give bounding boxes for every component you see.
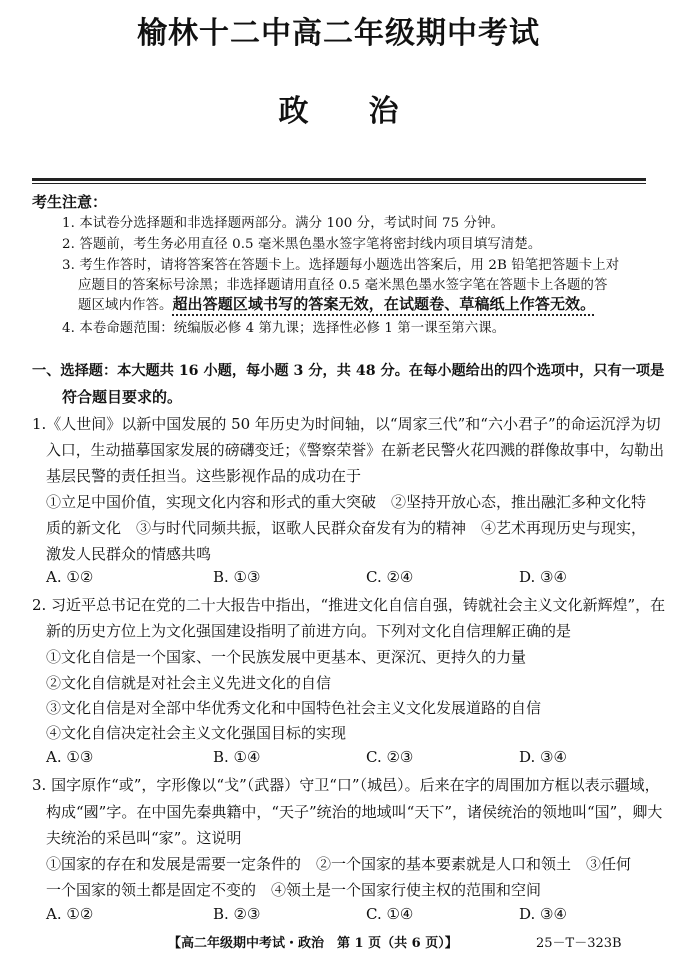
- question-2-option-d: D. ③④: [519, 748, 567, 766]
- notice-heading: 考生注意：: [32, 193, 108, 211]
- question-2-line-6: ④文化自信决定社会主义文化强国目标的实现: [46, 724, 347, 742]
- notice-line-3-cont: 应题目的答案标号涂黑；非选择题请用直径 0.5 毫米黑色墨水签字笔在答题卡上各题的答: [78, 278, 608, 293]
- question-2-option-c: C. ②③: [366, 748, 414, 766]
- question-3-option-d: D. ③④: [519, 905, 567, 923]
- question-1-option-c: C. ②④: [366, 568, 414, 586]
- notice-line-3-prefix: 题区域内作答。: [78, 298, 173, 313]
- question-3-option-a: A. ①②: [46, 905, 94, 923]
- notice-line-4: 4. 本卷命题范围：统编版必修 4 第九课；选择性必修 1 第一课至第六课。: [62, 321, 506, 336]
- question-1-option-a: A. ①②: [46, 568, 94, 586]
- question-2-line-2: 新的历史方位上为文化强国建设指明了前进方向。下列对文化自信理解正确的是: [46, 622, 572, 640]
- page-footer: 【高二年级期中考试・政治 第 1 页（共 6 页）】: [168, 936, 458, 951]
- question-2-option-a: A. ①③: [46, 748, 94, 766]
- question-1-line-6: 激发人民群众的情感共鸣: [46, 545, 212, 563]
- notice-line-1: 1. 本试卷分选择题和非选择题两部分。满分 100 分，考试时间 75 分钟。: [62, 216, 505, 231]
- question-1-option-d: D. ③④: [519, 568, 567, 586]
- question-2-line-1: 2. 习近平总书记在党的二十大报告中指出，“推进文化自信自强，铸就社会主义文化新辉煌”，在: [32, 596, 666, 614]
- exam-title: 榆林十二中高二年级期中考试: [137, 16, 540, 51]
- section-instruction-line-1: 一、选择题：本大题共 16 小题，每小题 3 分，共 48 分。在每小题给出的四个选项中，只有一项是: [32, 363, 665, 379]
- question-1-line-3: 基层民警的责任担当。这些影视作品的成功在于: [46, 467, 362, 485]
- notice-line-2: 2. 答题前，考生务必用直径 0.5 毫米黑色墨水签字笔将密封线内项目填写清楚。: [62, 237, 542, 252]
- question-3-line-1: 3. 国字原作“或”，字形像以“戈”（武器）守卫“口”（城邑）。后来在字的周围加方框以表示疆域，: [32, 776, 660, 794]
- question-2-line-3: ①文化自信是一个国家、一个民族发展中更基本、更深沉、更持久的力量: [46, 648, 527, 666]
- question-1-line-4: ①立足中国价值，实现文化内容和形式的重大突破 ②坚持开放心态，推出融汇多种文化特: [46, 493, 647, 511]
- question-2-line-4: ②文化自信就是对社会主义先进文化的自信: [46, 674, 332, 692]
- subject-title: 政 治: [278, 94, 399, 129]
- question-1-option-b: B. ①③: [213, 568, 261, 586]
- question-3-line-3: 夫统治的采邑叫“家”。这说明: [46, 829, 242, 847]
- notice-emphasis: 超出答题区域书写的答案无效，在试题卷、草稿纸上作答无效。: [172, 295, 596, 313]
- question-1-line-2: 入口，生动描摹国家发展的磅礴变迁；《警察荣誉》在新老民警火花四溅的群像故事中，勾勒出: [46, 441, 664, 459]
- paper-code: 25－T－323B: [536, 936, 622, 951]
- question-3-line-2: 构成“國”字。在中国先秦典籍中，“天子”统治的地域叫“天下”，诸侯统治的领地叫“国”，卿大: [46, 803, 663, 821]
- section-instruction-line-2: 符合题目要求的。: [62, 388, 183, 406]
- header-divider-thick: [32, 178, 646, 181]
- question-3-option-c: C. ①④: [366, 905, 414, 923]
- question-3-option-b: B. ②③: [213, 905, 261, 923]
- notice-line-3-end: [78, 293, 595, 314]
- question-3-line-5: 一个国家的领土都是固定不变的 ④领土是一个国家行使主权的范围和空间: [46, 881, 542, 899]
- question-3-line-4: ①国家的存在和发展是需要一定条件的 ②一个国家的基本要素就是人口和领土 ③任何: [46, 855, 632, 873]
- question-1-line-1: 1.《人世间》以新中国发展的 50 年历史为时间轴，以“周家三代”和“六小君子”的命运沉浮为切: [32, 415, 661, 433]
- question-1-line-5: 质的新文化 ③与时代同频共振，讴歌人民群众奋发有为的精神 ④艺术再现历史与现实，: [46, 519, 647, 537]
- notice-line-3: 3. 考生作答时，请将答案答在答题卡上。选择题每小题选出答案后，用 2B 铅笔把答题卡上对: [62, 258, 620, 273]
- question-2-option-b: B. ①④: [213, 748, 261, 766]
- question-2-line-5: ③文化自信是对全部中华优秀文化和中国特色社会主义文化发展道路的自信: [46, 699, 542, 717]
- header-divider-thin: [32, 183, 646, 184]
